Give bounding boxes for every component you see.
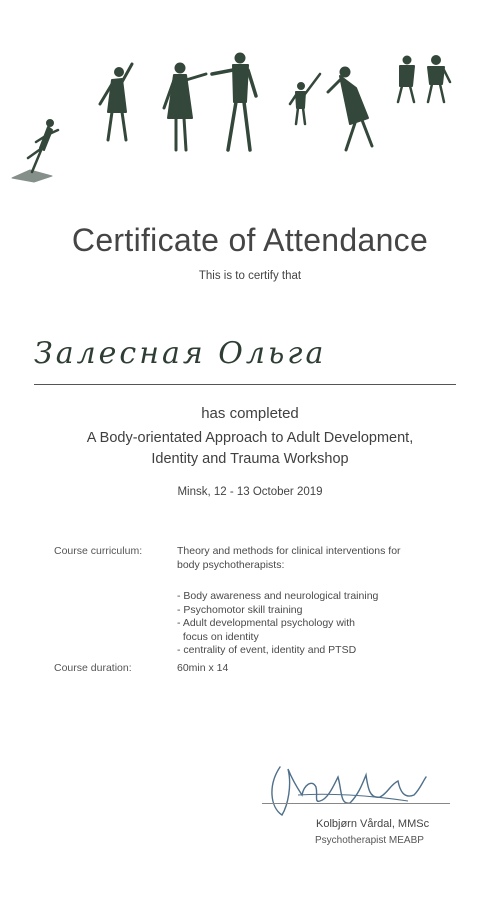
curriculum-intro-line-1: Theory and methods for clinical interventions for <box>177 545 401 557</box>
name-underline <box>34 384 456 385</box>
recipient-name: Залесная Ольга <box>34 336 327 371</box>
curriculum-intro <box>177 545 437 572</box>
handwritten-signature <box>258 755 448 825</box>
certificate-title: Certificate of Attendance <box>71 222 429 258</box>
curriculum-label: Course curriculum: <box>54 545 143 557</box>
certify-line: This is to certify that <box>198 270 302 282</box>
course-title <box>40 428 460 470</box>
curriculum-item: - Psychomotor skill training <box>177 603 303 616</box>
curriculum-item: focus on identity <box>177 630 259 643</box>
duration-value: 60min x 14 <box>177 662 229 674</box>
course-title-line-1: A Body-orientated Approach to Adult Development, <box>86 430 414 446</box>
location-date: Minsk, 12 - 13 October 2019 <box>177 486 323 498</box>
small-child-figure <box>290 74 320 124</box>
woman-figure <box>164 63 206 150</box>
elderly-couple-figure <box>398 56 450 103</box>
course-title-line-2: Identity and Trauma Workshop <box>151 451 349 467</box>
signature-line <box>262 803 450 804</box>
bending-adult-figure <box>328 67 372 150</box>
completed-line: has completed <box>201 405 299 422</box>
dancing-child-figure <box>12 120 58 183</box>
curriculum-item: - Body awareness and neurological training <box>177 590 379 602</box>
signer-name: Kolbjørn Vårdal, MMSc <box>316 818 430 830</box>
toddler-figure <box>100 64 132 140</box>
curriculum-list <box>177 590 437 658</box>
duration-label: Course duration: <box>54 662 132 674</box>
life-stages-illustration <box>0 0 500 200</box>
curriculum-item: - centrality of event, identity and PTSD <box>177 644 357 656</box>
man-figure <box>212 53 256 150</box>
curriculum-intro-line-2: body psychotherapists: <box>177 558 285 571</box>
curriculum-item: - Adult developmental psychology with <box>177 617 356 629</box>
signer-title: Psychotherapist MEABP <box>315 835 424 846</box>
